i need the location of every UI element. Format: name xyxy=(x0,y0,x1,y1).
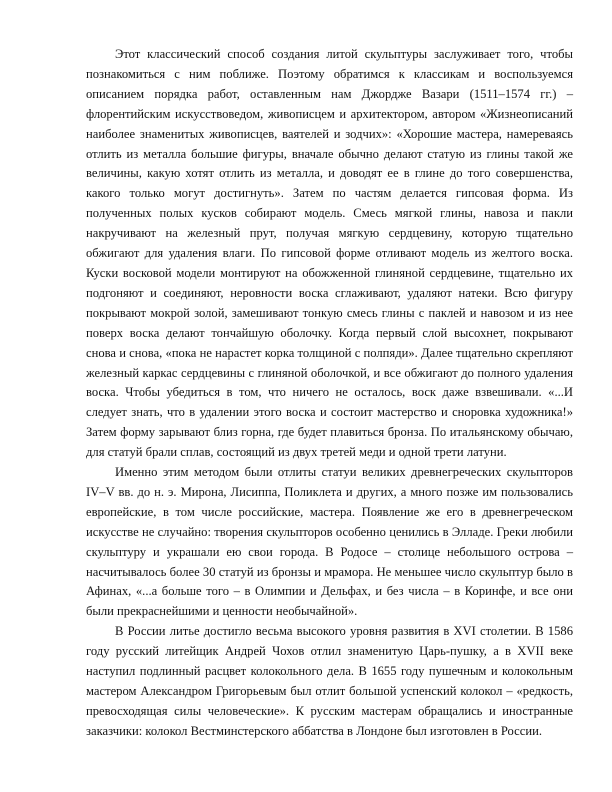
paragraph-vasari-casting-method: Этот классический способ создания литой скульптуры заслуживает того, чтобы познакомиться с ним поближе. Поэтому обратимся к классикам и воспользуемся описанием порядка работ, оставленным нам Джордже Вазари (1511–1574 гг.) – флорентийским искусствоведом, живописцем и архитектором, автором «Жизнеописаний наиболее знаменитых живописцев, ваятелей и зодчих»: «Хорошие мастера, намереваясь отлить из металла большие фигуры, вначале обычно делают статую из глины такой же величины, какую хотят отлить из металла, и доводят ее в глине до того совершенства, какого только могут достигнуть». Затем по частям делается гипсовая форма. Из полученных полых кусков собирают модель. Смесь мягкой глины, навоза и пакли накручивают на железный прут, получая мягкую сердцевину, которую тщательно обжигают для удаления влаги. По гипсовой форме отливают модель из желтого воска. Куски восковой модели монтируют на обожженной глиняной сердцевине, тщательно их подгоняют и соединяют, неровности воска сглаживают, удаляют натеки. Всю фигуру покрывают мокрой золой, замешивают тонкую смесь глины с паклей и навозом и из нее поверх воска делают тончайшую оболочку. Когда первый слой высохнет, покрывают снова и снова, «пока не нарастет корка толщиной с полпяди». Далее тщательно скрепляют железный каркас сердцевины с глиняной оболочкой, и все обжигают до полного удаления воска. Чтобы убедиться в том, что ничего не осталось, воск даже взвешивали. «...И следует знать, что в удалении этого воска и состоит мастерство и сноровка художника!» Затем форму зарывают близ горна, где будет плавиться бронза. По итальянскому обычаю, для статуй брали сплав, состоящий из двух третей меди и одной трети латуни. xyxy=(86,47,573,460)
paragraph-casting-in-russia: В России литье достигло весьма высокого уровня развития в XVI столетии. В 1586 году русский литейщик Андрей Чохов отлил знаменитую Царь-пушку, а в XVII веке наступил подлинный расцвет колокольного дела. В 1655 году пушечным и колокольным мастером Александром Григорьевым был отлит большой успенский колокол – «редкость, превосходящая силы человеческие». К русским мастерам обращались и иностранные заказчики: колокол Вестминстерского аббатства в Лондоне был изготовлен в России. xyxy=(86,624,573,738)
document-page xyxy=(86,45,573,742)
paragraph-ancient-greek-sculpture: Именно этим методом были отлиты статуи великих древнегреческих скульпторов IV–V вв. до н. э. Мирона, Лисиппа, Поликлета и других, а много позже им пользовались европейские, в том числе российские, мастера. Появление же его в древнегреческом искусстве не случайно: творения скульпторов особенно ценились в Элладе. Греки любили скульптуру и украшали ею свои города. В Родосе – столице небольшого острова – насчитывалось более 30 статуй из бронзы и мрамора. Не меньшее число скульптур было в Афинах, «...а больше того – в Олимпии и Дельфах, и без числа – в Коринфе, и все они были прекраснейшими и ценности необычайной». xyxy=(86,465,573,619)
